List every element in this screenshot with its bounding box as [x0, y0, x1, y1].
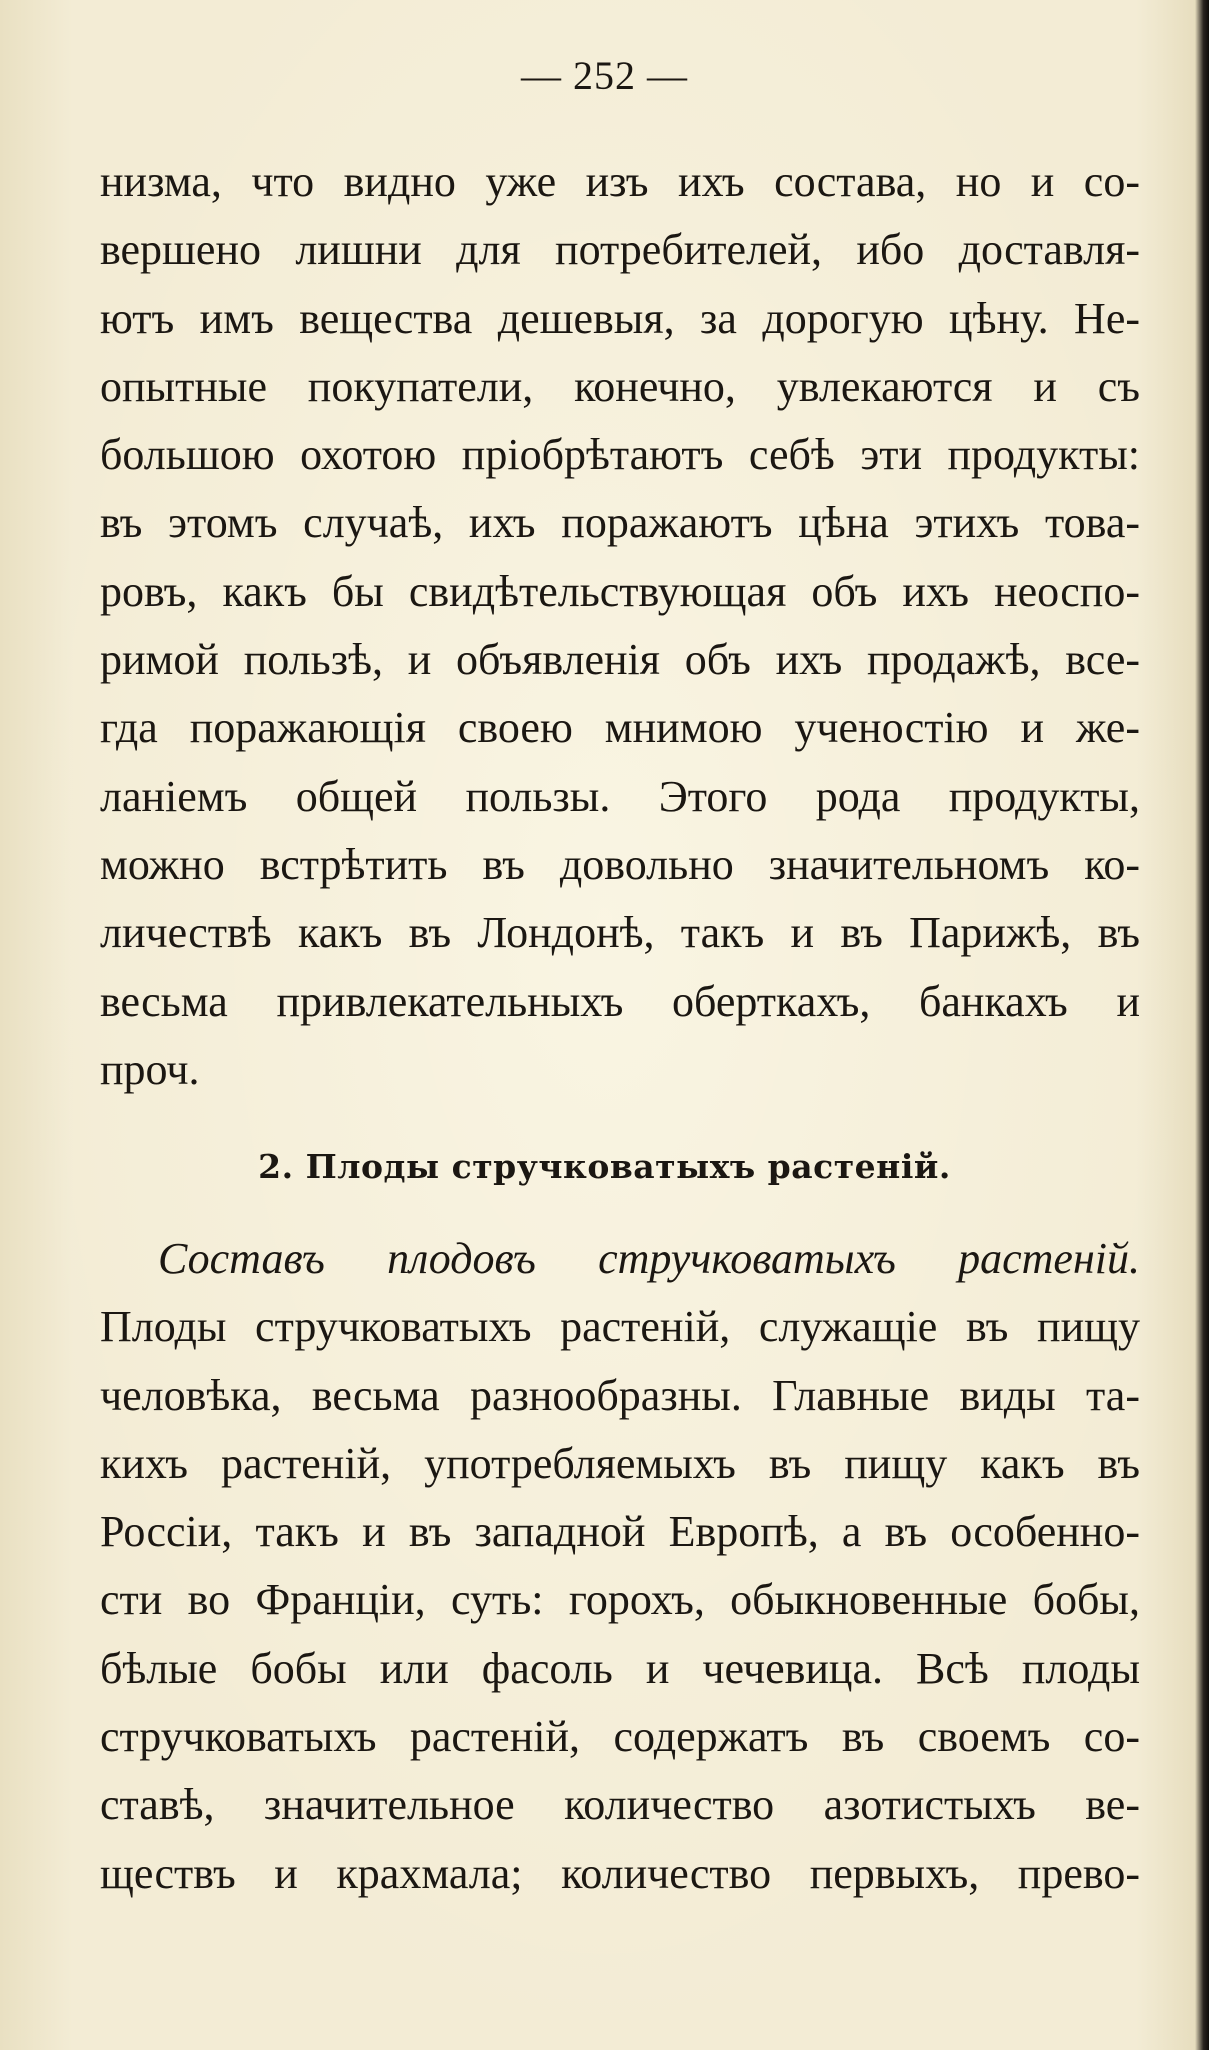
text-line: бѣлые бобы или фасоль и чечевица. Всѣ плоды — [100, 1643, 1140, 1693]
text-line: проч. — [100, 1044, 200, 1094]
text-line: весьма привлекательныхъ оберткахъ, банкахъ и — [100, 976, 1140, 1026]
page-number: — 252 — — [521, 53, 688, 98]
text-line: въ этомъ случаѣ, ихъ поражаютъ цѣна этихъ това- — [100, 498, 1140, 548]
text-line: ланіемъ общей пользы. Этого рода продукты, — [100, 771, 1140, 821]
text-line: вершено лишни для потребителей, ибо доставля- — [100, 225, 1140, 275]
text-line: можно встрѣтить въ довольно значительномъ ко- — [100, 839, 1140, 889]
text-line: ществъ и крахмала; количество первыхъ, прево- — [100, 1848, 1140, 1898]
text-line: стручковатыхъ растеній, содержатъ въ своемъ со- — [100, 1712, 1140, 1762]
text-line: ютъ имъ вещества дешевыя, за дорогую цѣну. Не- — [100, 293, 1140, 343]
text-line: человѣка, весьма разнообразны. Главные виды та- — [100, 1370, 1140, 1420]
text-line: большою охотою пріобрѣтаютъ себѣ эти продукты: — [100, 430, 1140, 480]
paragraph-2 — [100, 1225, 1140, 1908]
page-binding-edge — [1195, 0, 1209, 2050]
text-line: Плоды стручковатыхъ растеній, служащіе въ пищу — [100, 1302, 1140, 1352]
text-line: кихъ растеній, употребляемыхъ въ пищу какъ въ — [100, 1438, 1140, 1488]
text-line: римой пользѣ, и объявленія объ ихъ продажѣ, все- — [100, 635, 1140, 685]
text-line: опытные покупатели, конечно, увлекаются и съ — [100, 361, 1140, 411]
text-line: личествѣ какъ въ Лондонѣ, такъ и въ Парижѣ, въ — [100, 908, 1140, 958]
text-line: низма, что видно уже изъ ихъ состава, но и со- — [100, 157, 1140, 206]
text-line: ставѣ, значительное количество азотистыхъ ве- — [100, 1780, 1140, 1830]
text-line: ровъ, какъ бы свидѣтельствующая объ ихъ неоспо- — [100, 566, 1140, 616]
section-heading: 2. Плоды стручковатыхъ растеній. — [258, 1147, 951, 1186]
text-line: сти во Франціи, суть: горохъ, обыкновенные бобы, — [100, 1575, 1140, 1625]
text-line: гда поражающія своею мнимою ученостію и же- — [100, 703, 1140, 753]
paragraph-title: Составъ плодовъ стручковатыхъ растеній. — [158, 1234, 1140, 1283]
text-line: Россіи, такъ и въ западной Европѣ, а въ особенно- — [100, 1507, 1140, 1557]
paragraph-1 — [100, 148, 1140, 1104]
